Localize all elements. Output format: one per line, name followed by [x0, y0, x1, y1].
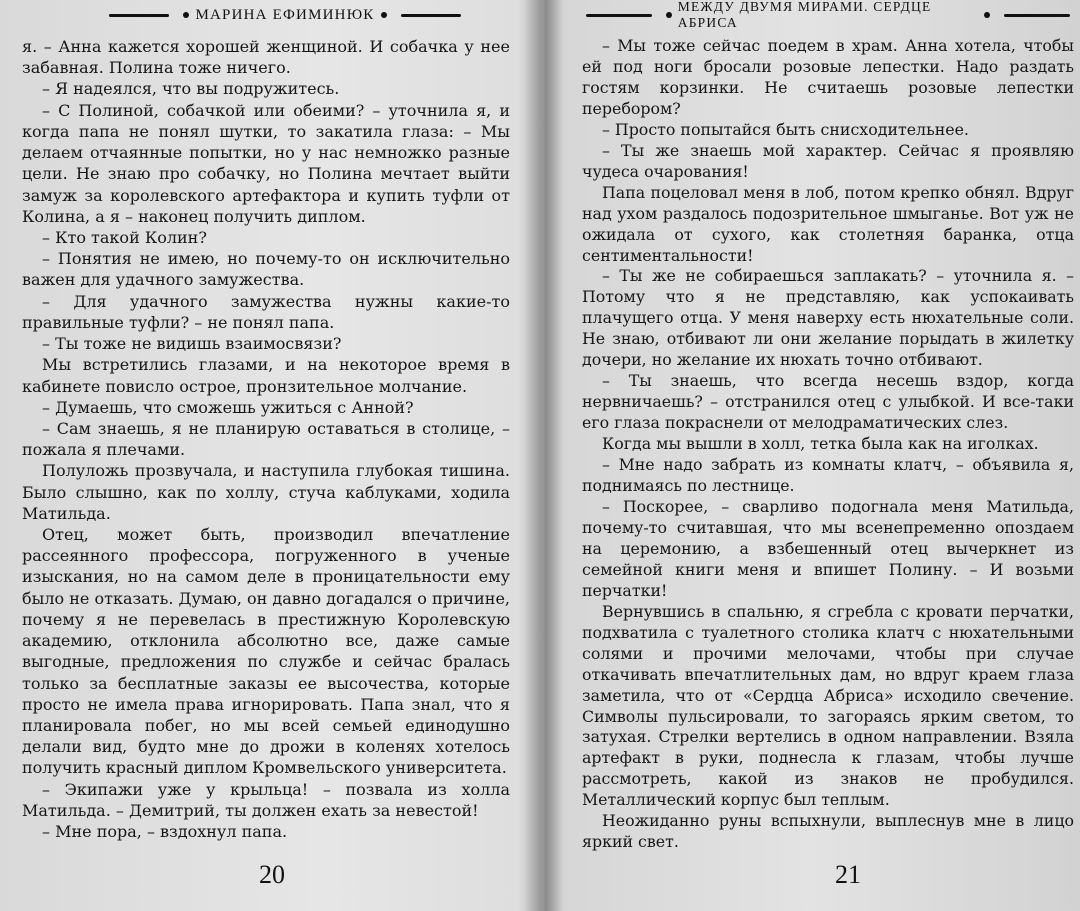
paragraph: – Ты же не собираешься заплакать? – уточнила я. – Потому что я не представляю, как успокаивать плачущего отца. У меня наверху есть нюхательные соли. Не знаю, отбивают ли они желание порыдать в жилетку дочери, но желание их нюхать точно отбивают.: [582, 266, 1074, 370]
right-running-head: [578, 2, 1078, 28]
ornament-rule: [1004, 14, 1070, 17]
ornament-rule: [401, 14, 461, 17]
paragraph: – Поскорее, – сварливо подогнала меня Матильда, почему-то считавшая, что мы всенепременно опоздаем на церемонию, а взбешенный отец вычеркнет из семейной книги меня и впишет Полину. – И возьми перчатки!: [582, 496, 1074, 600]
paragraph: – Мы тоже сейчас поедем в храм. Анна хотела, чтобы ей под ноги бросали розовые лепестки. Надо раздать гостям корзинки. Не считаешь розовые лепестки перебором?: [582, 36, 1074, 118]
paragraph: – Думаешь, что сможешь ужиться с Анной?: [42, 397, 414, 417]
paragraph: – Ты же знаешь мой характер. Сейчас я проявляю чудеса очарования!: [582, 140, 1074, 181]
book-gutter: [524, 0, 564, 911]
right-body-text: [582, 36, 1074, 853]
book-title: МЕЖДУ ДВУМЯ МИРАМИ. СЕРДЦЕ АБРИСА: [677, 0, 932, 30]
paragraph: – С Полиной, собачкой или обеими? – уточнила я, и когда папа не понял шутки, то закатила глаза: – Мы делаем отчаянные попытки, но у нас немножко разные цели. Не знаю про собачку, но Полина мечтает выйти замуж за королевского артефактора и купить туфли от Колина, а я – наконец получить диплом.: [22, 100, 510, 226]
paragraph: Полуложь прозвучала, и наступила глубокая тишина. Было слышно, как по холлу, стуча каблуками, ходила Матильда.: [22, 461, 510, 523]
paragraph: Мы встретились глазами, и на некоторое время в кабинете повисло острое, пронзительное молчание.: [22, 355, 510, 396]
left-body-text: [22, 36, 510, 842]
left-running-head: [70, 2, 500, 28]
ornament-rule: [109, 14, 169, 17]
paragraph: – Ты тоже не видишь взаимосвязи?: [42, 334, 342, 354]
paragraph: Неожиданно руны вспыхнули, выплеснув мне в лицо яркий свет.: [582, 811, 1074, 852]
paragraph: – Экипажи уже у крыльца! – позвала из холла Матильда. – Демитрий, ты должен ехать за невестой!: [22, 779, 510, 820]
left-page-number: 20: [259, 860, 285, 889]
ornament-dot: [666, 12, 672, 18]
paragraph: Отец, может быть, производил впечатление рассеянного профессора, погруженного в ученые изыскания, но на самом деле в проницательности ему было не отказать. Думаю, он давно догадался о причине, почему я не перевелась в престижную Королевскую академию, отклонила абсолютно все, даже самые выгодные, предложения по службе и сейчас бралась только за бесплатные заказы ее высочества, которые просто не имела права игнорировать. Папа знал, что я планировала побег, но мы всей семьей единодушно делали вид, будто мне до дрожи в коленях хотелось получить красный диплом Кромвельского университета.: [22, 525, 511, 778]
paragraph: – Мне надо забрать из комнаты клатч, – объявила я, поднимаясь по лестнице.: [582, 455, 1074, 496]
paragraph: Вернувшись в спальню, я сгребла с кровати перчатки, подхватила с туалетного столика клатч с нюхательными солями и прочими мелочами, чтобы при случае откачивать впечатлительных дам, но вдруг краем глаза заметила, что от «Сердца Абриса» исходило свечение. Символы пульсировали, то загораясь ярким светом, то затухая. Стрелки вертелись в одном направлении. Взяла артефакт в руки, поднесла к глазам, чтобы лучше рассмотреть, какой из знаков не пробудился. Металлический корпус был теплым.: [582, 601, 1074, 810]
paragraph: Папа поцеловал меня в лоб, потом крепко обнял. Вдруг над ухом раздалось подозрительное шмыганье. Вот уж не ожидала от сухого, как столетняя баранка, отца сентиментальности!: [582, 182, 1074, 265]
ornament-dot: [381, 12, 387, 18]
paragraph: – Мне пора, – вздохнул папа.: [42, 822, 288, 842]
paragraph: я. – Анна кажется хорошей женщиной. И собачка у нее забавная. Полина тоже ничего.: [22, 37, 510, 78]
paragraph: – Кто такой Колин?: [42, 227, 207, 247]
paragraph: – Для удачного замужества нужны какие-то правильные туфли? – не понял папа.: [22, 291, 510, 332]
paragraph: – Ты знаешь, что всегда несешь вздор, когда нервничаешь? – отстранился отец с улыбкой. И все-таки его глаза покраснели от мелодраматических слез.: [582, 371, 1074, 433]
ornament-rule: [586, 14, 652, 17]
ornament-dot: [984, 12, 990, 18]
paragraph: – Просто попытайся быть снисходительнее.: [602, 119, 969, 139]
paragraph: – Понятия не имею, но почему-то он исключительно важен для удачного замужества.: [22, 249, 510, 290]
left-page: [0, 0, 530, 911]
paragraph: – Я надеялся, что вы подружитесь.: [42, 79, 340, 99]
right-page: [560, 0, 1080, 911]
author-name: МАРИНА ЕФИМИНЮК: [195, 6, 375, 23]
paragraph: Когда мы вышли в холл, тетка была как на иголках.: [602, 434, 1039, 454]
right-page-number: 21: [835, 860, 861, 889]
ornament-dot: [183, 12, 189, 18]
paragraph: – Сам знаешь, я не планирую оставаться в столице, – пожала я плечами.: [22, 418, 510, 460]
